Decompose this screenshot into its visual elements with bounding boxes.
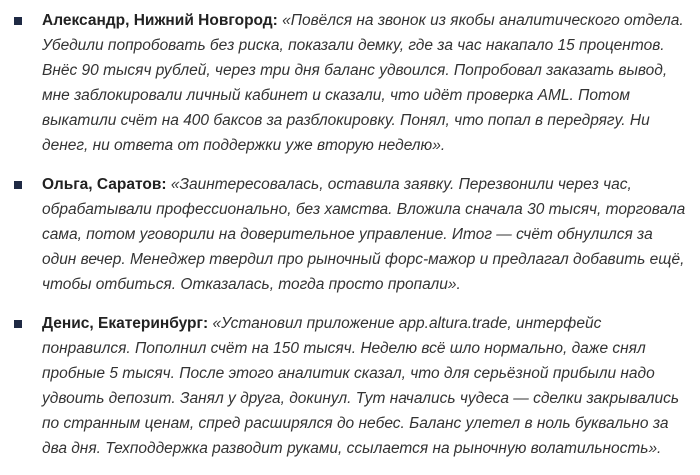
review-author: Александр, Нижний Новгород: bbox=[42, 12, 283, 29]
review-item bbox=[12, 8, 686, 158]
review-author: Ольга, Саратов: bbox=[42, 176, 171, 193]
bullet-square-icon bbox=[14, 320, 22, 328]
review-item bbox=[12, 311, 686, 461]
review-text: «Установил приложение app.altura.trade, интерфейс понравился. Пополнил счёт на 150 тысяч. Неделю всё шло нормально, даже снял пробные 5 тысяч. После этого аналитик сказал, что для серьёзной прибыли надо удвоить депозит. Занял у друга, докинул. Тут начались чудеса — сделки закрывались по странным ценам, спред расширялся до небес. Баланс улетел в ноль буквально за два дня. Техподдержка разводит руками, ссылается на рыночную волатильность». bbox=[42, 315, 679, 457]
review-item bbox=[12, 172, 686, 297]
review-author: Денис, Екатеринбург: bbox=[42, 315, 213, 332]
review-text: «Заинтересовалась, оставила заявку. Перезвонили через час, обрабатывали профессионально, без хамства. Вложила сначала 30 тысяч, торговала сама, потом уговорили на доверительное управление. Итог — счёт обнулился за один вечер. Менеджер твердил про рыночный форс-мажор и предлагал добавить ещё, чтобы отбиться. Отказалась, тогда просто пропали». bbox=[42, 176, 686, 293]
review-text: «Повёлся на звонок из якобы аналитического отдела. Убедили попробовать без риска, показали демку, где за час накапало 15 процентов. Внёс 90 тысяч рублей, через три дня баланс удвоился. Попробовал заказать вывод, мне заблокировали личный кабинет и сказали, что идёт проверка AML. Потом выкатили счёт на 400 баксов за разблокировку. Понял, что попал в передрягу. Ни денег, ни ответа от поддержки уже вторую неделю». bbox=[42, 12, 684, 154]
bullet-square-icon bbox=[14, 17, 22, 25]
bullet-square-icon bbox=[14, 181, 22, 189]
